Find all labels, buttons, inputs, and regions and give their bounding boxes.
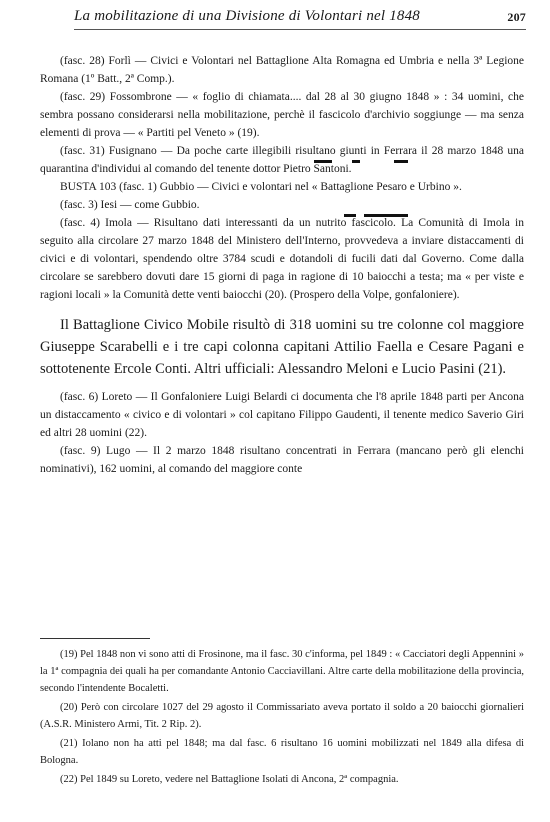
- running-title: La mobilitazione di una Divisione di Volontari nel 1848: [74, 8, 420, 24]
- footnote-21: (21) Iolano non ha atti pel 1848; ma dal fasc. 6 risultano 16 uomini mobilizzati nel 1849 alla difesa di Bologna.: [40, 738, 524, 766]
- paragraph-battaglione: Il Battaglione Civico Mobile risultò di 318 uomini su tre colonne col maggiore Giuseppe Scarabelli e i tre capi colonna capitani Attilio Faella e Cesare Pagani e sottotenente Ercole Conti. Altri ufficiali: Alessandro Meloni e Lucio Pasini (21).: [40, 317, 524, 377]
- paragraph-fasc-29: (fasc. 29) Fossombrone — « foglio di chiamata.... dal 28 al 30 giugno 1848 » : 34 uomini, che sembra possano considerarsi nella mobilitazione, perchè il fascicolo d'archivio soggiunge — ma senza elementi di prova — « Partiti pel Veneto » (19).: [40, 91, 524, 139]
- ink-mark: [364, 214, 408, 217]
- ink-mark: [352, 160, 360, 163]
- paragraph-fasc-6: (fasc. 6) Loreto — Il Gonfaloniere Luigi Belardi ci documenta che l'8 aprile 1848 parti per Ancona un distaccamento « civico e di volontari » col capitano Filippo Gaudenti, il tenente medico Saverio Giri ed altri 28 uomini (22).: [40, 391, 524, 439]
- footnote-19: (19) Pel 1848 non vi sono atti di Frosinone, ma il fasc. 30 c'informa, pel 1849 : « Cacciatori degli Appennini » la 1ª compagnia dei quali ha per comandante Antonio Cacciavillani. Altre carte della mobilitazione della provincia, secondo l'intendente Bocaletti.: [40, 649, 524, 694]
- page-number: 207: [507, 10, 526, 24]
- ink-mark: [344, 214, 356, 217]
- header-rule: [74, 29, 526, 30]
- footnote-20: (20) Però con circolare 1027 del 29 agosto il Commissariato aveva portato il soldo a 20 baiocchi giornalieri (A.S.R. Ministero Armi, Tit. 2 Rip. 2).: [40, 702, 524, 730]
- footnotes: [40, 646, 524, 790]
- paragraph-fasc-4: (fasc. 4) Imola — Risultano dati interessanti da un nutrito fascicolo. La Comunità di Imola in seguito alla circolare 27 marzo 1848 del Ministero dell'Interno, provvedeva a inviare distaccamenti di civici e di volontari, spendendo oltre 3784 scudi e dotandoli di fucili dati dal Governo. Come dalla circolare se sarebbero dovuti dare 15 giorni di paga in ragione di 10 baiocchi a testa; ma « per viste e ragioni locali » la Comunità dette venti baiocchi (20). (Prospero della Volpe, gonfaloniere).: [40, 217, 524, 301]
- paragraph-fasc-28: (fasc. 28) Forlì — Civici e Volontari nel Battaglione Alta Romagna ed Umbria e nella 3ª Legione Romana (1º Batt., 2ª Comp.).: [40, 55, 524, 85]
- paragraph-fasc-31: (fasc. 31) Fusignano — Da poche carte illegibili risultano giunti in Ferrara il 28 marzo 1848 una quarantina d'individui al comando del tenente dottor Pietro Santoni.: [40, 145, 524, 175]
- running-header: [74, 8, 526, 25]
- footnote-22: (22) Pel 1849 su Loreto, vedere nel Battaglione Isolati di Ancona, 2ª compagnia.: [60, 774, 399, 785]
- paragraph-fasc-3: (fasc. 3) Iesi — come Gubbio.: [60, 199, 200, 211]
- paragraph-fasc-9: (fasc. 9) Lugo — Il 2 marzo 1848 risultano concentrati in Ferrara (mancano però gli elenchi nominativi), 162 uomini, al comando del maggiore conte: [40, 445, 524, 475]
- paragraph-busta-103: BUSTA 103 (fasc. 1) Gubbio — Civici e volontari nel « Battaglione Pesaro e Urbino ».: [60, 181, 462, 193]
- ink-mark: [314, 160, 332, 163]
- ink-mark: [394, 160, 408, 163]
- footnote-rule: [40, 638, 150, 639]
- body-text: [40, 52, 524, 478]
